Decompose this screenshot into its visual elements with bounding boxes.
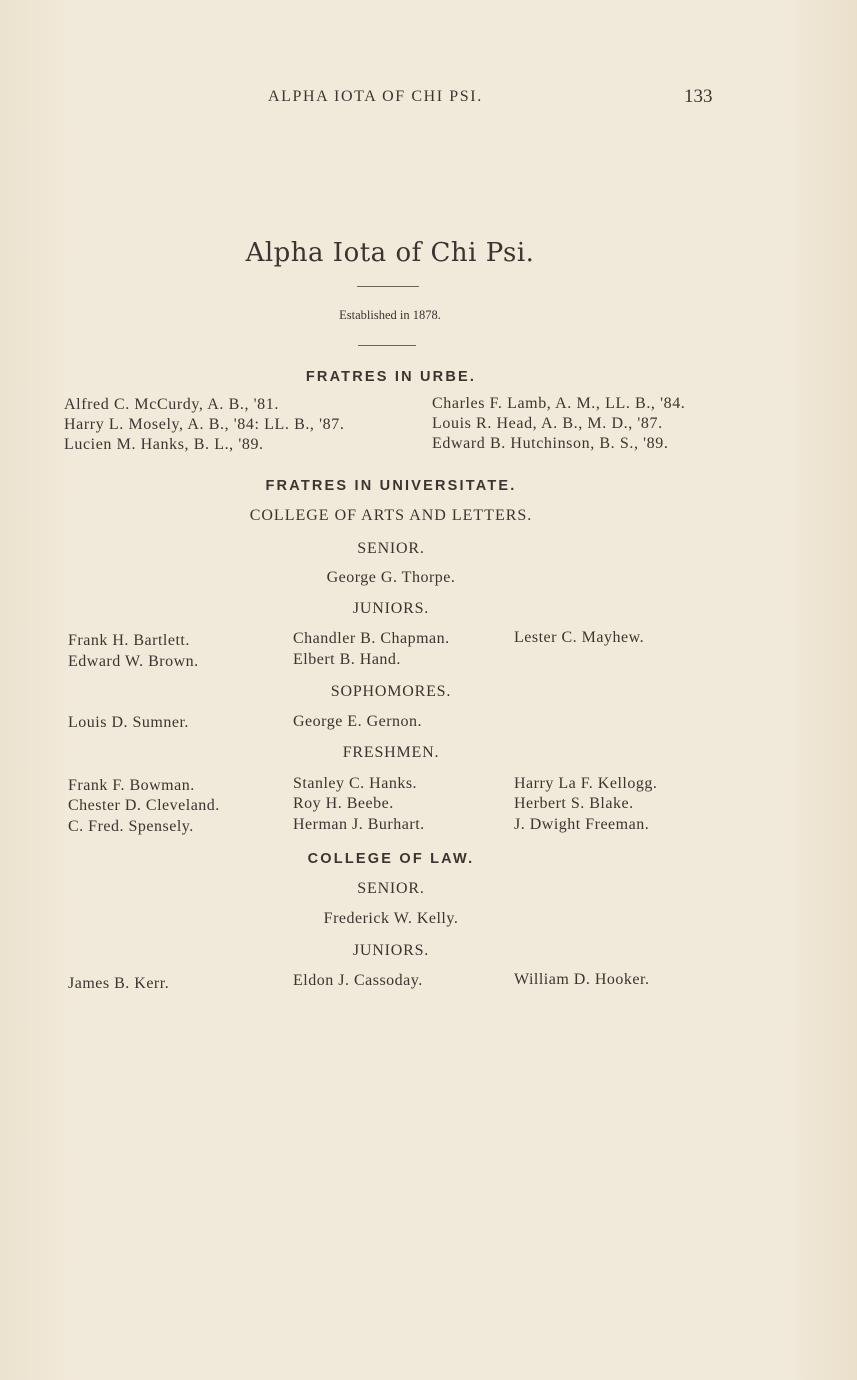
list-item: Harry La F. Kellogg.	[514, 775, 658, 792]
list-item: Edward W. Brown.	[68, 653, 199, 670]
law-juniors-heading: JUNIORS.	[352, 942, 430, 959]
list-item: Herbert S. Blake.	[514, 795, 634, 812]
list-item: Edward B. Hutchinson, B. S., '89.	[432, 435, 669, 452]
list-item: Lester C. Mayhew.	[514, 629, 645, 646]
urbe-right-column	[432, 394, 685, 454]
list-item: Charles F. Lamb, A. M., LL. B., '84.	[432, 395, 686, 412]
list-item: C. Fred. Spensely.	[68, 818, 194, 835]
arts-juniors-heading: JUNIORS.	[352, 600, 430, 617]
list-item: Louis D. Sumner.	[68, 714, 189, 731]
page-number: 133	[684, 86, 713, 107]
college-of-arts-heading: COLLEGE OF ARTS AND LETTERS.	[249, 507, 533, 524]
arts-senior-heading: SENIOR.	[357, 540, 425, 557]
list-item: Louis R. Head, A. B., M. D., '87.	[432, 415, 663, 432]
arts-sophomores-heading: SOPHOMORES.	[330, 683, 452, 700]
college-of-law-heading: COLLEGE OF LAW.	[307, 851, 475, 867]
established-line: Established in 1878.	[339, 308, 441, 322]
list-item: Frank H. Bartlett.	[68, 632, 190, 649]
urbe-left-column	[64, 395, 344, 455]
list-item: Lucien M. Hanks, B. L., '89.	[64, 436, 264, 453]
list-item: Stanley C. Hanks.	[293, 775, 418, 792]
fratres-in-urbe-heading: FRATRES IN URBE.	[305, 369, 477, 385]
running-title: ALPHA IOTA OF CHI PSI.	[268, 88, 483, 105]
chapter-title: Alpha Iota of Chi Psi.	[245, 238, 535, 268]
list-item: George E. Gernon.	[293, 713, 423, 730]
arts-freshmen-heading: FRESHMEN.	[342, 744, 440, 761]
law-senior-heading: SENIOR.	[357, 880, 425, 897]
list-item: Chester D. Cleveland.	[68, 797, 220, 814]
list-item: Roy H. Beebe.	[293, 795, 394, 812]
list-item: Harry L. Mosely, A. B., '84: LL. B., '87.	[64, 416, 345, 433]
title-rule	[357, 286, 419, 287]
list-item: Alfred C. McCurdy, A. B., '81.	[64, 396, 279, 413]
arts-senior-name: George G. Thorpe.	[326, 569, 456, 586]
list-item: Elbert B. Hand.	[293, 651, 401, 668]
list-item: Herman J. Burhart.	[293, 816, 425, 833]
fratres-in-universitate-heading: FRATRES IN UNIVERSITATE.	[265, 478, 517, 494]
list-item: Frank F. Bowman.	[68, 777, 195, 794]
list-item: James B. Kerr.	[68, 975, 170, 992]
established-rule	[358, 345, 416, 346]
list-item: J. Dwight Freeman.	[514, 816, 650, 833]
list-item: William D. Hooker.	[514, 971, 650, 988]
list-item: Chandler B. Chapman.	[293, 630, 450, 647]
list-item: Eldon J. Cassoday.	[293, 972, 423, 989]
law-senior-name: Frederick W. Kelly.	[323, 910, 459, 927]
